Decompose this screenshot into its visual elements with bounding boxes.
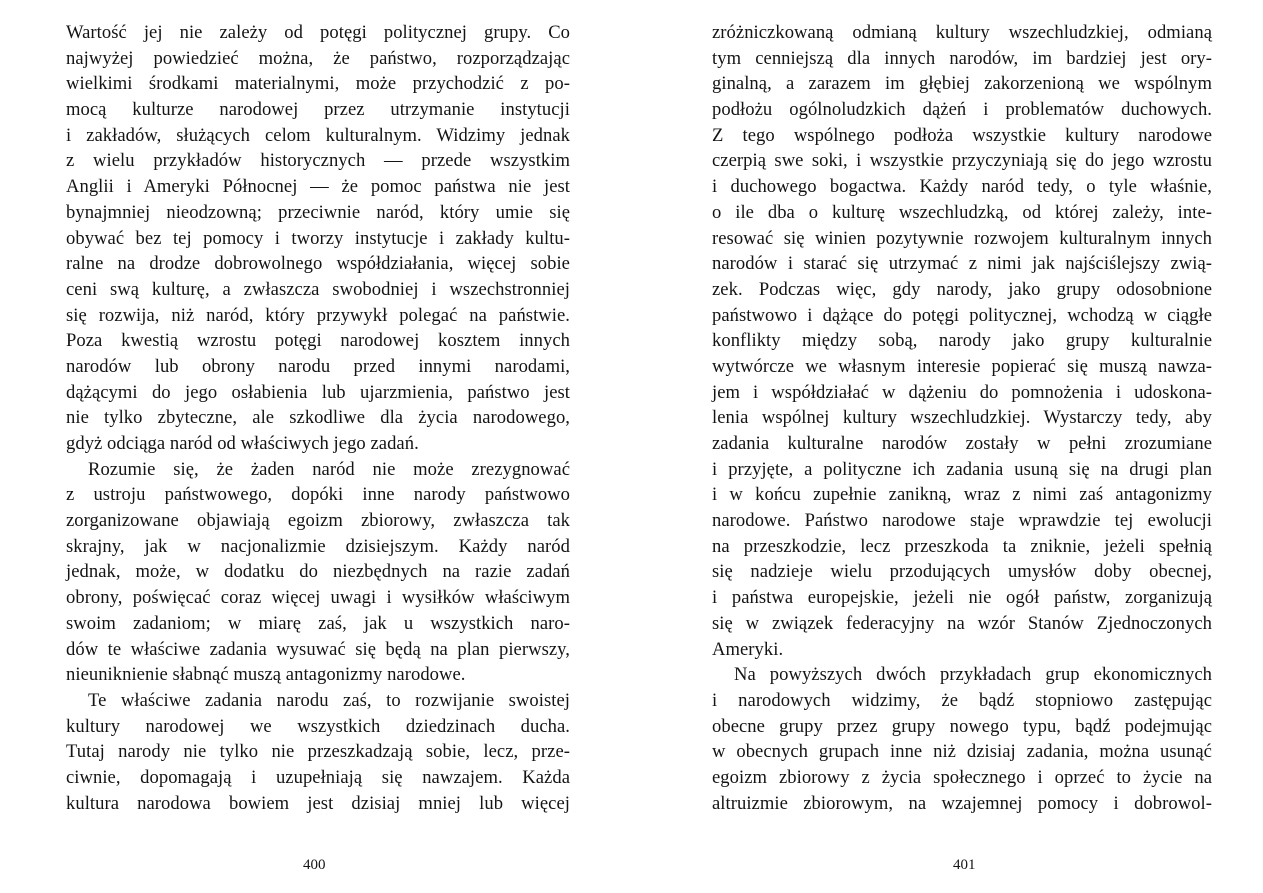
right-page-text [712,20,1212,816]
text-line: zróżniczkowaną odmianą kultury wszechludzkiej, odmianą [712,22,1212,43]
text-line: dążącymi do jego osłabienia lub ujarzmienia, państwo jest [66,381,570,403]
text-line: gdyż odciąga naród od właściwych jego zadań. [66,433,419,454]
text-line: nieuniknienie słabnąć muszą antagonizmy narodowe. [66,664,466,686]
text-line: lenia wspólnej kultury wszechludzkiej. Wystarczy tedy, aby [712,407,1212,429]
left-page-text [66,20,570,816]
text-line: się w związek federacyjny na wzór Stanów Zjednoczonych [712,612,1212,634]
text-line: państwowo i dążące do potęgi politycznej, wchodzą w ciągłe [712,304,1212,326]
text-line: Rozumie się, że żaden naród nie może zrezygnować [88,458,570,480]
text-line: dów te właściwe zadania wysuwać się będą na plan pierwszy, [66,638,570,660]
text-line: Na powyższych dwóch przykładach grup ekonomicznych [734,664,1212,686]
text-line: czerpią swe soki, i wszystkie przyczyniają się do jego wzrostu [712,150,1212,172]
page-number: 401 [953,857,976,873]
text-line: Ameryki. [712,638,784,660]
text-line: mocą kulturze narodowej przez utrzymanie instytucji [66,99,570,121]
text-line: wytwórcze we własnym interesie popierać się muszą nawza- [712,355,1212,377]
text-line: i zakładów, służących celom kulturalnym. Widzimy jednak [66,124,570,146]
text-line: i narodowych widzimy, że bądź stopniowo zastępując [712,689,1212,711]
text-line: bynajmniej nieodzowną; przeciwnie naród, który umie się [66,201,570,223]
text-line: Wartość jej nie zależy od potęgi politycznej grupy. Co [66,22,570,43]
text-line: i przyjęte, a polityczne ich zadania usuną się na drugi plan [712,458,1212,480]
text-line: na przeszkodzie, lecz przeszkoda ta zniknie, jeżeli spełnią [712,535,1212,557]
text-line: obywać bez tej pomocy i tworzy instytucje i zakłady kultu- [66,227,570,249]
text-line: nie tylko zbyteczne, ale szkodliwe dla życia narodowego, [66,407,570,429]
text-line: wielkimi środkami materialnymi, może przychodzić z po- [66,73,570,95]
text-line: obrony, poświęcać coraz więcej uwagi i wysiłków właściwym [66,587,570,609]
page-number: 400 [303,857,326,873]
text-line: narodów lub obrony narodu przed innymi narodami, [66,355,570,377]
text-line: ceni swą kulturę, a zwłaszcza swobodniej i wszechstronniej [66,278,570,300]
text-line: swoim zadaniom; w miarę zaś, jak u wszystkich naro- [66,612,570,634]
text-line: o ile dba o kulturę wszechludzką, od której zależy, inte- [712,201,1212,223]
text-line: zadania kulturalne narodów zostały w pełni zrozumiane [712,433,1212,454]
text-line: tym cenniejszą dla innych narodów, im bardziej jest ory- [712,47,1212,69]
text-line: ralne na drodze dobrowolnego współdziałania, więcej sobie [66,253,570,275]
text-line: narodowe. Państwo narodowe staje wprawdzie tej ewolucji [712,510,1212,532]
text-line: zorganizowane objawiają egoizm zbiorowy, zwłaszcza tak [66,510,570,532]
text-line: z ustroju państwowego, dopóki inne narody państwowo [66,484,570,506]
text-line: z wielu przykładów historycznych — przede wszystkim [66,150,570,172]
text-line: kultury narodowej we wszystkich dziedzinach ducha. [66,715,570,737]
left-page [66,0,570,893]
text-line: Poza kwestią wzrostu potęgi narodowej kosztem innych [66,330,570,352]
right-page [712,0,1212,893]
text-line: altruizmie zbiorowym, na wzajemnej pomocy i dobrowol- [712,792,1212,814]
text-line: podłożu ogólnoludzkich dążeń i problematów duchowych. [712,99,1212,121]
text-line: egoizm zbiorowy z życia społecznego i oprzeć to życie na [712,766,1212,788]
text-line: i państwa europejskie, jeżeli nie ogół państw, zorganizują [712,587,1212,609]
text-line: i duchowego bogactwa. Każdy naród tedy, o tyle właśnie, [712,176,1212,198]
text-line: ginalną, a zarazem im głębiej zakorzenioną we wspólnym [712,73,1212,95]
text-line: resować się winien pozytywnie rozwojem kulturalnym innych [712,227,1212,249]
text-line: obecne grupy przez grupy nowego typu, bądź podejmując [712,715,1212,737]
text-line: konflikty między sobą, narody jako grupy kulturalnie [712,330,1212,352]
text-line: Te właściwe zadania narodu zaś, to rozwijanie swoistej [88,689,570,711]
text-line: narodów i starać się utrzymać z nimi jak najściślejszy zwią- [712,253,1212,275]
text-line: najwyżej powiedzieć można, że państwo, rozporządzając [66,47,570,69]
text-line: w obecnych grupach inne niż dzisiaj zadania, można usunąć [712,741,1212,763]
text-line: się rozwija, niż naród, który przywykł polegać na państwie. [66,304,570,326]
text-line: Tutaj narody nie tylko nie przeszkadzają sobie, lecz, prze- [66,741,570,763]
text-line: zek. Podczas więc, gdy narody, jako grupy odosobnione [712,278,1212,300]
text-line: ciwnie, dopomagają i uzupełniają się nawzajem. Każda [66,766,570,788]
text-line: Z tego wspólnego podłoża wszystkie kultury narodowe [712,124,1212,146]
text-line: skrajny, jak w nacjonalizmie dzisiejszym. Każdy naród [66,535,570,557]
text-line: jem i współdziałać w dążeniu do pomnożenia i udoskona- [712,381,1212,403]
text-line: jednak, może, w dodatku do niezbędnych na razie zadań [66,561,570,583]
text-line: Anglii i Ameryki Północnej — że pomoc państwa nie jest [66,176,570,198]
text-line: kultura narodowa bowiem jest dzisiaj mniej lub więcej [66,792,570,814]
text-line: i w końcu zupełnie zanikną, wraz z nimi zaś antagonizmy [712,484,1212,506]
text-line: się nadzieje wielu przodujących umysłów doby obecnej, [712,561,1212,583]
